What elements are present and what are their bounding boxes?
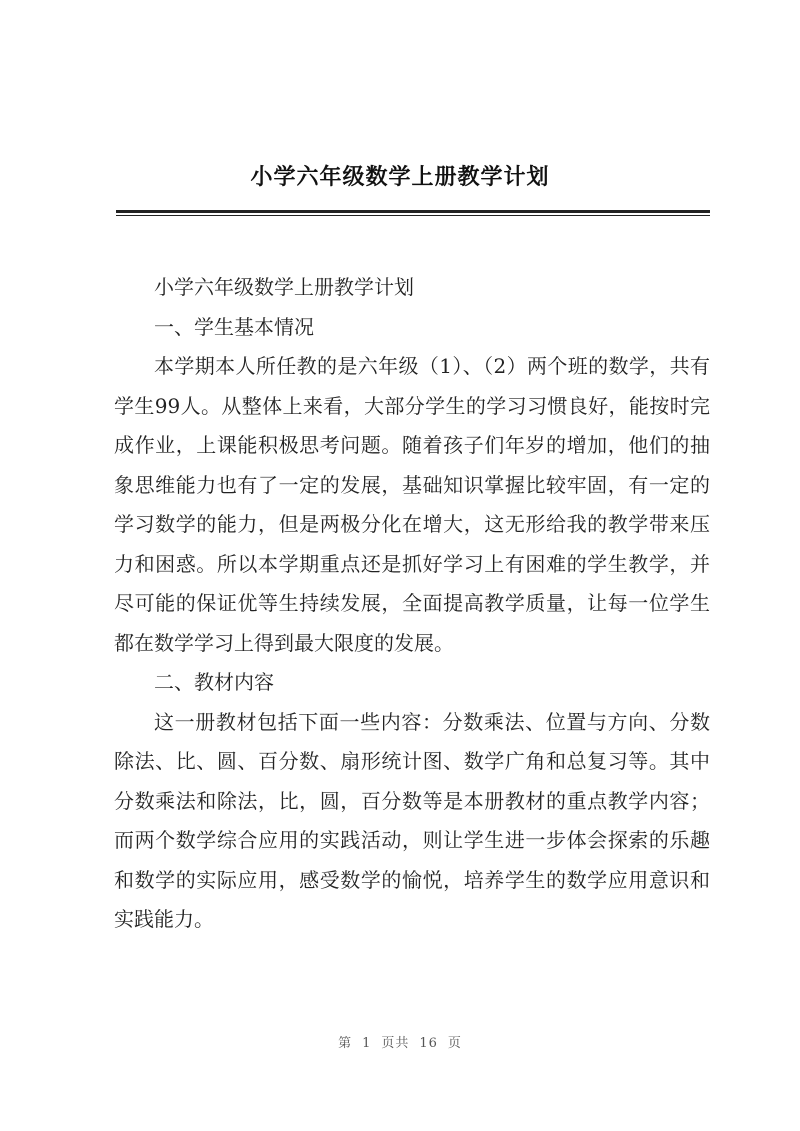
- footer-current-page: 1: [362, 1036, 372, 1051]
- footer-middle: 页共: [381, 1036, 410, 1051]
- document-body: [114, 268, 710, 940]
- section-heading-students: 一、学生基本情况: [154, 314, 314, 339]
- paragraph-students: 本学期本人所任教的是六年级（1）、（2）两个班的数学，共有学生99人。从整体上来看，大部分学生的学习习惯良好，能按时完成作业，上课能积极思考问题。随着孩子们年岁的增加，他们的抽象思维能力也有了一定的发展，基础知识掌握比较牢固，有一定的学习数学的能力，但是两极分化在增大，这无形给我的教学带来压力和困惑。所以本学期重点还是抓好学习上有困难的学生教学，并尽可能的保证优等生持续发展，全面提高教学质量，让每一位学生都在数学学习上得到最大限度的发展。: [114, 354, 710, 655]
- paragraph-content: 这一册教材包括下面一些内容：分数乘法、位置与方向、分数除法、比、圆、百分数、扇形统计图、数学广角和总复习等。其中分数乘法和除法，比，圆，百分数等是本册教材的重点教学内容；而两个数学综合应用的实践活动，则让学生进一步体会探索的乐趣和数学的实际应用，感受数学的愉悦，培养学生的数学应用意识和实践能力。: [114, 709, 710, 931]
- footer-prefix: 第: [338, 1036, 353, 1051]
- footer-total-pages: 16: [419, 1036, 438, 1051]
- footer-suffix: 页: [447, 1036, 462, 1051]
- page-footer: [0, 1032, 800, 1051]
- title-divider: [116, 210, 710, 213]
- title-divider-thin: [116, 215, 710, 216]
- document-title: 小学六年级数学上册教学计划: [250, 164, 550, 190]
- subtitle-paragraph: 小学六年级数学上册教学计划: [154, 275, 414, 299]
- section-heading-content: 二、教材内容: [154, 670, 274, 694]
